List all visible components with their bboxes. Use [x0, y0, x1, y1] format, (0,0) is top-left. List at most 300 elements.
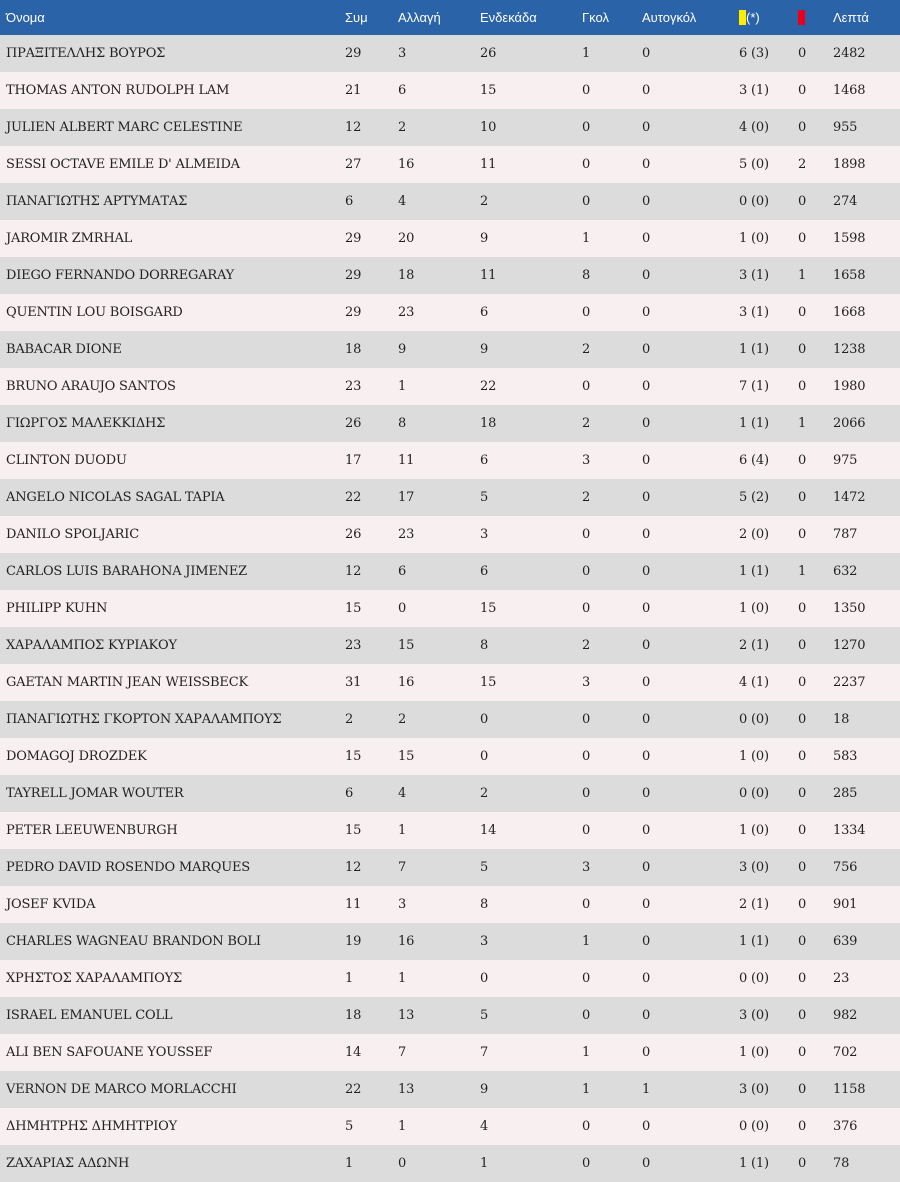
own-goals-cell: 0	[642, 601, 651, 616]
table-row	[0, 183, 900, 220]
table-row	[0, 886, 900, 923]
red-cards-cell: 0	[798, 1045, 807, 1060]
goals-cell: 0	[582, 1008, 591, 1023]
table-row	[0, 109, 900, 146]
red-cards-cell: 0	[798, 1008, 807, 1023]
player-name[interactable]: ΠΡΑΞΙΤΕΛΛΗΣ ΒΟΥΡΟΣ	[6, 46, 166, 61]
own-goals-cell: 0	[642, 416, 651, 431]
yellow-cards-cell: 3 (1)	[739, 83, 769, 98]
table-row	[0, 812, 900, 849]
minutes-cell: 982	[833, 1008, 858, 1023]
minutes-cell: 18	[833, 712, 850, 727]
player-name[interactable]: GAETAN MARTIN JEAN WEISSBECK	[6, 675, 248, 690]
apps-cell: 27	[345, 157, 362, 172]
starts-cell: 22	[480, 379, 497, 394]
own-goals-cell: 0	[642, 749, 651, 764]
sub-cell: 2	[398, 120, 407, 135]
red-cards-cell: 0	[798, 46, 807, 61]
player-name[interactable]: PEDRO DAVID ROSENDO MARQUES	[6, 860, 251, 875]
yellow-cards-cell: 3 (0)	[739, 1082, 769, 1097]
starts-cell: 0	[480, 712, 489, 727]
red-cards-cell: 0	[798, 194, 807, 209]
yellow-cards-suffix: (*)	[746, 10, 760, 25]
apps-cell: 21	[345, 83, 362, 98]
goals-cell: 0	[582, 83, 591, 98]
own-goals-cell: 0	[642, 231, 651, 246]
yellow-cards-cell: 3 (1)	[739, 268, 769, 283]
red-cards-cell: 0	[798, 971, 807, 986]
sub-cell: 13	[398, 1082, 415, 1097]
goals-cell: 0	[582, 786, 591, 801]
red-cards-cell: 0	[798, 1156, 807, 1171]
sub-cell: 20	[398, 231, 415, 246]
minutes-cell: 1350	[833, 601, 866, 616]
apps-cell: 17	[345, 453, 362, 468]
starts-cell: 9	[480, 342, 489, 357]
starts-cell: 5	[480, 1008, 489, 1023]
red-cards-cell: 0	[798, 712, 807, 727]
sub-cell: 23	[398, 527, 415, 542]
yellow-cards-cell: 0 (0)	[739, 786, 769, 801]
apps-cell: 26	[345, 527, 362, 542]
own-goals-cell: 0	[642, 453, 651, 468]
player-name[interactable]: DOMAGOJ DROZDEK	[6, 749, 147, 764]
goals-cell: 1	[582, 46, 591, 61]
goals-cell: 1	[582, 934, 591, 949]
red-cards-cell: 0	[798, 897, 807, 912]
apps-cell: 2	[345, 712, 354, 727]
yellow-cards-cell: 2 (0)	[739, 527, 769, 542]
goals-cell: 3	[582, 860, 591, 875]
goals-cell: 0	[582, 379, 591, 394]
starts-cell: 9	[480, 231, 489, 246]
own-goals-cell: 0	[642, 379, 651, 394]
apps-cell: 15	[345, 749, 362, 764]
sub-cell: 18	[398, 268, 415, 283]
minutes-cell: 285	[833, 786, 858, 801]
header-own-goals[interactable]: Αυτογκόλ	[642, 10, 697, 25]
apps-cell: 26	[345, 416, 362, 431]
sub-cell: 16	[398, 675, 415, 690]
table-row	[0, 294, 900, 331]
apps-cell: 12	[345, 120, 362, 135]
table-row	[0, 220, 900, 257]
red-cards-cell: 0	[798, 527, 807, 542]
player-name[interactable]: ΓΙΩΡΓΟΣ ΜΑΛΕΚΚΙΔΗΣ	[6, 416, 166, 431]
sub-cell: 7	[398, 860, 407, 875]
own-goals-cell: 0	[642, 1156, 651, 1171]
own-goals-cell: 0	[642, 786, 651, 801]
goals-cell: 2	[582, 638, 591, 653]
table-row	[0, 35, 900, 72]
table-row	[0, 775, 900, 812]
sub-cell: 1	[398, 823, 407, 838]
own-goals-cell: 0	[642, 712, 651, 727]
apps-cell: 23	[345, 638, 362, 653]
sub-cell: 7	[398, 1045, 407, 1060]
yellow-cards-cell: 1 (1)	[739, 1156, 769, 1171]
player-name[interactable]: PHILIPP KUHN	[6, 601, 108, 616]
player-name[interactable]: ΠΑΝΑΓΙΩΤΗΣ ΑΡΤΥΜΑΤΑΣ	[6, 194, 188, 209]
table-row	[0, 442, 900, 479]
own-goals-cell: 0	[642, 1119, 651, 1134]
sub-cell: 15	[398, 638, 415, 653]
yellow-cards-cell: 0 (0)	[739, 1119, 769, 1134]
own-goals-cell: 0	[642, 1008, 651, 1023]
yellow-cards-cell: 5 (0)	[739, 157, 769, 172]
red-cards-cell: 0	[798, 1119, 807, 1134]
table-row	[0, 368, 900, 405]
goals-cell: 0	[582, 194, 591, 209]
sub-cell: 3	[398, 46, 407, 61]
starts-cell: 0	[480, 971, 489, 986]
header-red-cards[interactable]	[798, 0, 833, 35]
yellow-cards-cell: 5 (2)	[739, 490, 769, 505]
table-row	[0, 1145, 900, 1182]
player-name[interactable]: ALI BEN SAFOUANE YOUSSEF	[6, 1045, 213, 1060]
starts-cell: 10	[480, 120, 497, 135]
table-header-row	[0, 0, 900, 35]
sub-cell: 1	[398, 971, 407, 986]
yellow-cards-cell: 6 (4)	[739, 453, 769, 468]
apps-cell: 23	[345, 379, 362, 394]
goals-cell: 1	[582, 231, 591, 246]
own-goals-cell: 1	[642, 1082, 651, 1097]
red-cards-cell: 0	[798, 860, 807, 875]
yellow-cards-cell: 3 (1)	[739, 305, 769, 320]
apps-cell: 6	[345, 786, 354, 801]
starts-cell: 2	[480, 786, 489, 801]
own-goals-cell: 0	[642, 83, 651, 98]
yellow-cards-cell: 7 (1)	[739, 379, 769, 394]
goals-cell: 8	[582, 268, 591, 283]
player-name[interactable]: CHARLES WAGNEAU BRANDON BOLI	[6, 934, 261, 949]
yellow-cards-cell: 1 (0)	[739, 1045, 769, 1060]
goals-cell: 0	[582, 897, 591, 912]
starts-cell: 4	[480, 1119, 489, 1134]
player-name[interactable]: DIEGO FERNANDO DORREGARAY	[6, 268, 235, 283]
table-row	[0, 627, 900, 664]
sub-cell: 6	[398, 564, 407, 579]
starts-cell: 7	[480, 1045, 489, 1060]
minutes-cell: 787	[833, 527, 858, 542]
starts-cell: 15	[480, 83, 497, 98]
own-goals-cell: 0	[642, 120, 651, 135]
own-goals-cell: 0	[642, 564, 651, 579]
apps-cell: 15	[345, 823, 362, 838]
red-cards-cell: 1	[798, 564, 807, 579]
table-row	[0, 960, 900, 997]
apps-cell: 29	[345, 268, 362, 283]
starts-cell: 5	[480, 490, 489, 505]
apps-cell: 22	[345, 490, 362, 505]
minutes-cell: 756	[833, 860, 858, 875]
player-name[interactable]: ΠΑΝΑΓΙΩΤΗΣ ΓΚΟΡΤΟΝ ΧΑΡΑΛΑΜΠΟΥΣ	[6, 712, 282, 727]
minutes-cell: 1334	[833, 823, 866, 838]
goals-cell: 3	[582, 453, 591, 468]
goals-cell: 1	[582, 1045, 591, 1060]
red-cards-cell: 0	[798, 231, 807, 246]
red-cards-cell: 0	[798, 1082, 807, 1097]
sub-cell: 0	[398, 601, 407, 616]
red-cards-cell: 0	[798, 83, 807, 98]
starts-cell: 3	[480, 527, 489, 542]
header-name[interactable]: Όνομα	[6, 10, 45, 25]
red-card-icon	[798, 10, 805, 25]
goals-cell: 0	[582, 1156, 591, 1171]
yellow-cards-cell: 1 (0)	[739, 231, 769, 246]
goals-cell: 0	[582, 823, 591, 838]
goals-cell: 0	[582, 564, 591, 579]
red-cards-cell: 2	[798, 157, 807, 172]
red-cards-cell: 0	[798, 379, 807, 394]
apps-cell: 11	[345, 897, 362, 912]
yellow-cards-cell: 6 (3)	[739, 46, 769, 61]
table-row	[0, 849, 900, 886]
sub-cell: 13	[398, 1008, 415, 1023]
own-goals-cell: 0	[642, 675, 651, 690]
table-row	[0, 72, 900, 109]
yellow-cards-cell: 0 (0)	[739, 194, 769, 209]
minutes-cell: 1898	[833, 157, 866, 172]
minutes-cell: 2482	[833, 46, 866, 61]
red-cards-cell: 1	[798, 268, 807, 283]
own-goals-cell: 0	[642, 934, 651, 949]
player-name[interactable]: TAYRELL JOMAR WOUTER	[6, 786, 184, 801]
own-goals-cell: 0	[642, 490, 651, 505]
player-name[interactable]: ΧΡΗΣΤΟΣ ΧΑΡΑΛΑΜΠΟΥΣ	[6, 971, 183, 986]
yellow-cards-cell: 1 (0)	[739, 823, 769, 838]
sub-cell: 2	[398, 712, 407, 727]
goals-cell: 2	[582, 342, 591, 357]
player-name[interactable]: THOMAS ANTON RUDOLPH LAM	[6, 83, 230, 98]
yellow-cards-cell: 3 (0)	[739, 860, 769, 875]
minutes-cell: 1270	[833, 638, 866, 653]
yellow-cards-cell: 1 (0)	[739, 749, 769, 764]
red-cards-cell: 0	[798, 342, 807, 357]
yellow-cards-cell: 4 (0)	[739, 120, 769, 135]
yellow-cards-cell: 4 (1)	[739, 675, 769, 690]
goals-cell: 2	[582, 490, 591, 505]
player-name[interactable]: ΧΑΡΑΛΑΜΠΟΣ ΚΥΡΙΑΚΟΥ	[6, 638, 177, 653]
own-goals-cell: 0	[642, 46, 651, 61]
apps-cell: 19	[345, 934, 362, 949]
sub-cell: 16	[398, 934, 415, 949]
own-goals-cell: 0	[642, 268, 651, 283]
table-row	[0, 997, 900, 1034]
minutes-cell: 1158	[833, 1082, 866, 1097]
table-row	[0, 590, 900, 627]
minutes-cell: 583	[833, 749, 858, 764]
sub-cell: 17	[398, 490, 415, 505]
minutes-cell: 975	[833, 453, 858, 468]
minutes-cell: 2237	[833, 675, 866, 690]
starts-cell: 11	[480, 268, 497, 283]
player-name[interactable]: VERNON DE MARCO MORLACCHI	[6, 1082, 237, 1097]
header-starts[interactable]: Ενδεκάδα	[480, 10, 537, 25]
yellow-cards-cell: 1 (1)	[739, 564, 769, 579]
red-cards-cell: 0	[798, 490, 807, 505]
goals-cell: 1	[582, 1082, 591, 1097]
player-name[interactable]: JAROMIR ZMRHAL	[6, 231, 133, 246]
starts-cell: 8	[480, 638, 489, 653]
own-goals-cell: 0	[642, 971, 651, 986]
minutes-cell: 1472	[833, 490, 866, 505]
own-goals-cell: 0	[642, 897, 651, 912]
minutes-cell: 901	[833, 897, 858, 912]
minutes-cell: 1598	[833, 231, 866, 246]
apps-cell: 29	[345, 305, 362, 320]
starts-cell: 11	[480, 157, 497, 172]
apps-cell: 14	[345, 1045, 362, 1060]
player-name[interactable]: ANGELO NICOLAS SAGAL TAPIA	[6, 490, 225, 505]
header-sub[interactable]: Αλλαγή	[398, 10, 441, 25]
starts-cell: 9	[480, 1082, 489, 1097]
starts-cell: 1	[480, 1156, 489, 1171]
table-row	[0, 1071, 900, 1108]
sub-cell: 8	[398, 416, 407, 431]
player-name[interactable]: ISRAEL EMANUEL COLL	[6, 1008, 173, 1023]
sub-cell: 0	[398, 1156, 407, 1171]
table-row	[0, 331, 900, 368]
apps-cell: 15	[345, 601, 362, 616]
player-name[interactable]: JOSEF KVIDA	[6, 897, 96, 912]
minutes-cell: 1468	[833, 83, 866, 98]
goals-cell: 0	[582, 971, 591, 986]
goals-cell: 0	[582, 120, 591, 135]
apps-cell: 5	[345, 1119, 354, 1134]
player-name[interactable]: PETER LEEUWENBURGH	[6, 823, 178, 838]
starts-cell: 14	[480, 823, 497, 838]
player-name[interactable]: SESSI OCTAVE EMILE D' ALMEIDA	[6, 157, 240, 172]
minutes-cell: 274	[833, 194, 858, 209]
header-yellow-cards[interactable]	[739, 0, 798, 35]
starts-cell: 6	[480, 453, 489, 468]
minutes-cell: 1668	[833, 305, 866, 320]
starts-cell: 15	[480, 601, 497, 616]
player-name[interactable]: DANILO SPOLJARIC	[6, 527, 139, 542]
table-row	[0, 1034, 900, 1071]
goals-cell: 0	[582, 601, 591, 616]
table-row	[0, 479, 900, 516]
starts-cell: 8	[480, 897, 489, 912]
yellow-cards-cell: 0 (0)	[739, 712, 769, 727]
apps-cell: 12	[345, 860, 362, 875]
red-cards-cell: 0	[798, 453, 807, 468]
apps-cell: 31	[345, 675, 362, 690]
own-goals-cell: 0	[642, 1045, 651, 1060]
table-row	[0, 1108, 900, 1145]
table-row	[0, 257, 900, 294]
minutes-cell: 1238	[833, 342, 866, 357]
red-cards-cell: 0	[798, 120, 807, 135]
apps-cell: 29	[345, 231, 362, 246]
red-cards-cell: 0	[798, 749, 807, 764]
table-row	[0, 664, 900, 701]
player-name[interactable]: BRUNO ARAUJO SANTOS	[6, 379, 176, 394]
minutes-cell: 23	[833, 971, 850, 986]
sub-cell: 4	[398, 194, 407, 209]
sub-cell: 16	[398, 157, 415, 172]
player-name[interactable]: ΔΗΜΗΤΡΗΣ ΔΗΜΗΤΡΙΟΥ	[6, 1119, 178, 1134]
goals-cell: 0	[582, 527, 591, 542]
player-name[interactable]: QUENTIN LOU BOISGARD	[6, 305, 183, 320]
yellow-cards-cell: 1 (0)	[739, 601, 769, 616]
yellow-cards-cell: 2 (1)	[739, 638, 769, 653]
yellow-cards-cell: 1 (1)	[739, 416, 769, 431]
player-name[interactable]: CARLOS LUIS BARAHONA JIMENEZ	[6, 564, 247, 579]
header-goals[interactable]: Γκολ	[582, 10, 609, 25]
goals-cell: 0	[582, 305, 591, 320]
player-name[interactable]: CLINTON DUODU	[6, 453, 127, 468]
minutes-cell: 1658	[833, 268, 866, 283]
table-row	[0, 923, 900, 960]
starts-cell: 5	[480, 860, 489, 875]
yellow-cards-cell: 3 (0)	[739, 1008, 769, 1023]
starts-cell: 3	[480, 934, 489, 949]
header-minutes[interactable]: Λεπτά	[833, 10, 869, 25]
table-row	[0, 553, 900, 590]
own-goals-cell: 0	[642, 194, 651, 209]
player-name[interactable]: BABACAR DIONE	[6, 342, 122, 357]
yellow-card-icon	[739, 10, 746, 25]
apps-cell: 22	[345, 1082, 362, 1097]
own-goals-cell: 0	[642, 305, 651, 320]
goals-cell: 0	[582, 712, 591, 727]
starts-cell: 2	[480, 194, 489, 209]
own-goals-cell: 0	[642, 860, 651, 875]
starts-cell: 15	[480, 675, 497, 690]
red-cards-cell: 0	[798, 934, 807, 949]
player-name[interactable]: JULIEN ALBERT MARC CELESTINE	[6, 120, 243, 135]
apps-cell: 18	[345, 1008, 362, 1023]
red-cards-cell: 0	[798, 823, 807, 838]
minutes-cell: 639	[833, 934, 858, 949]
header-apps[interactable]: Συμ	[345, 10, 368, 25]
sub-cell: 6	[398, 83, 407, 98]
table-row	[0, 516, 900, 553]
red-cards-cell: 0	[798, 675, 807, 690]
minutes-cell: 955	[833, 120, 858, 135]
goals-cell: 0	[582, 157, 591, 172]
red-cards-cell: 0	[798, 305, 807, 320]
table-row	[0, 738, 900, 775]
minutes-cell: 2066	[833, 416, 866, 431]
yellow-cards-cell: 2 (1)	[739, 897, 769, 912]
own-goals-cell: 0	[642, 342, 651, 357]
sub-cell: 15	[398, 749, 415, 764]
starts-cell: 0	[480, 749, 489, 764]
minutes-cell: 376	[833, 1119, 858, 1134]
red-cards-cell: 1	[798, 416, 807, 431]
own-goals-cell: 0	[642, 823, 651, 838]
yellow-cards-cell: 1 (1)	[739, 934, 769, 949]
minutes-cell: 702	[833, 1045, 858, 1060]
apps-cell: 6	[345, 194, 354, 209]
starts-cell: 26	[480, 46, 497, 61]
minutes-cell: 632	[833, 564, 858, 579]
apps-cell: 12	[345, 564, 362, 579]
table-row	[0, 701, 900, 738]
starts-cell: 6	[480, 305, 489, 320]
player-name[interactable]: ΖΑΧΑΡΙΑΣ ΑΔΩΝΗ	[6, 1156, 130, 1171]
sub-cell: 1	[398, 1119, 407, 1134]
yellow-cards-cell: 1 (1)	[739, 342, 769, 357]
red-cards-cell: 0	[798, 601, 807, 616]
sub-cell: 23	[398, 305, 415, 320]
apps-cell: 18	[345, 342, 362, 357]
goals-cell: 3	[582, 675, 591, 690]
